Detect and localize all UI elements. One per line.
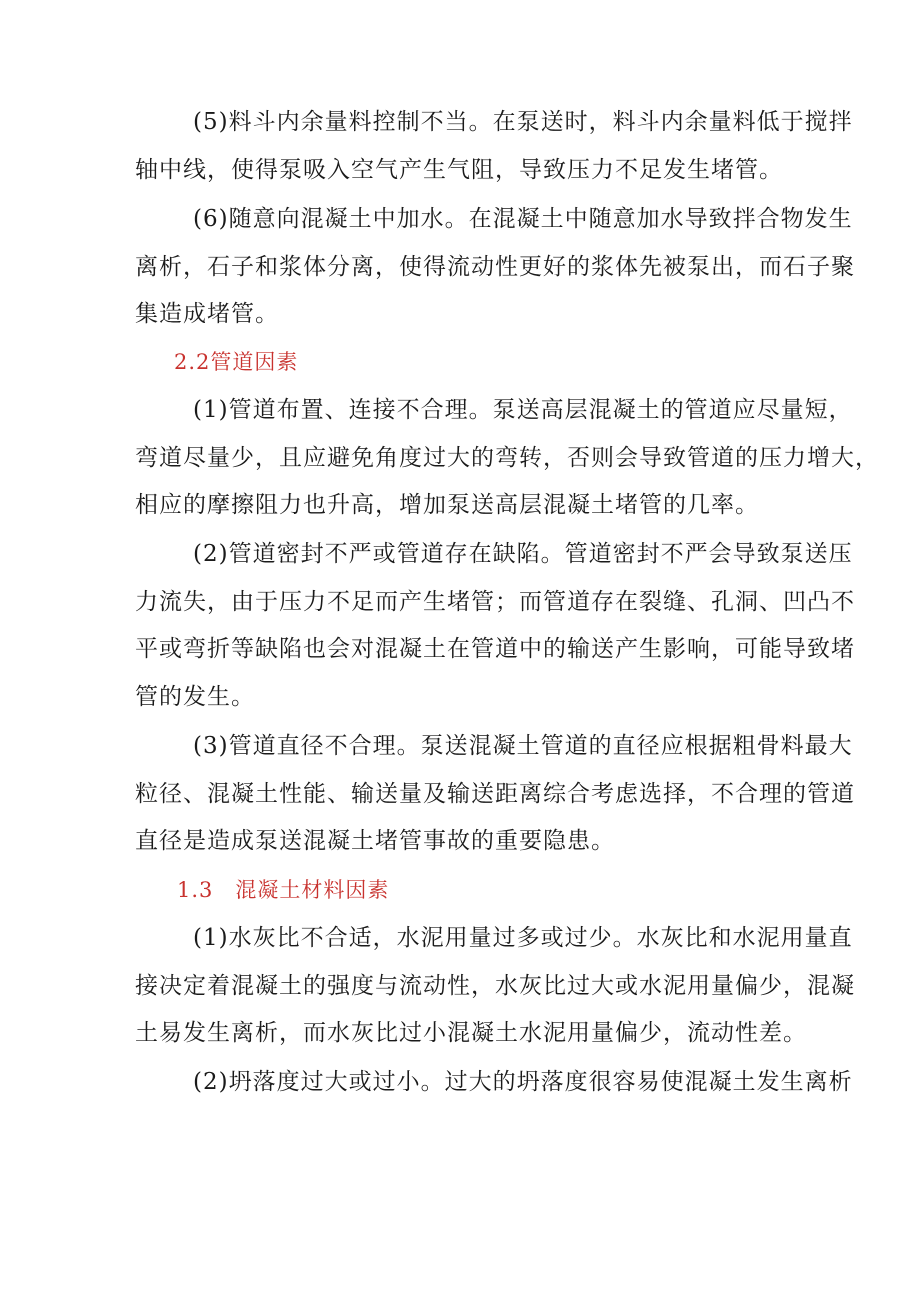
paragraph-pipe-seal	[0, 542, 920, 709]
text-line: (5)料斗内余量料控制不当。在泵送时，料斗内余量料低于搅拌	[193, 109, 853, 135]
text-line: 接决定着混凝土的强度与流动性，水灰比过大或水泥用量偏少，混凝	[135, 973, 855, 999]
paragraph-pump-hopper	[0, 110, 920, 182]
paragraph-water-cement-ratio	[0, 926, 920, 1045]
text-line: 管的发生。	[135, 684, 255, 710]
text-line: 离析，石子和浆体分离，使得流动性更好的浆体先被泵出，而石子聚	[135, 254, 855, 280]
text-line: 相应的摩擦阻力也升高，增加泵送高层混凝土堵管的几率。	[135, 492, 759, 518]
text-line: (6)随意向混凝土中加水。在混凝土中随意加水导致拌合物发生	[193, 206, 853, 232]
text-line: 土易发生离析，而水灰比过小混凝土水泥用量偏少，流动性差。	[135, 1020, 807, 1046]
text-line: (2)坍落度过大或过小。过大的坍落度很容易使混凝土发生离析	[193, 1069, 853, 1095]
paragraph-slump	[0, 1070, 920, 1094]
text-line: (1)水灰比不合适，水泥用量过多或过少。水灰比和水泥用量直	[193, 925, 853, 951]
text-line: 力流失，由于压力不足而产生堵管；而管道存在裂缝、孔洞、凹凸不	[135, 589, 855, 615]
text-line: (2)管道密封不严或管道存在缺陷。管道密封不严会导致泵送压	[193, 541, 853, 567]
text-line: 轴中线，使得泵吸入空气产生气阻，导致压力不足发生堵管。	[135, 157, 783, 183]
text-line: 集造成堵管。	[135, 301, 279, 327]
paragraph-adding-water	[0, 207, 920, 326]
text-line: (1)管道布置、连接不合理。泵送高层混凝土的管道应尽量短，	[193, 397, 853, 423]
text-line: 粒径、混凝土性能、输送量及输送距离综合考虑选择，不合理的管道	[135, 781, 855, 807]
section-heading: 2.2管道因素	[174, 350, 299, 374]
text-line: 直径是造成泵送混凝土堵管事故的重要隐患。	[135, 828, 615, 854]
text-line: (3)管道直径不合理。泵送混凝土管道的直径应根据粗骨料最大	[193, 733, 853, 759]
section-heading: 1.3 混凝土材料因素	[177, 878, 390, 902]
text-line: 平或弯折等缺陷也会对混凝土在管道中的输送产生影响，可能导致堵	[135, 636, 855, 662]
paragraph-pipe-layout	[0, 398, 920, 517]
section-heading-concrete-material	[0, 878, 920, 902]
text-line: 弯道尽量少，且应避免角度过大的弯转，否则会导致管道的压力增大，	[135, 445, 879, 471]
section-heading-pipe-factors	[0, 350, 920, 374]
paragraph-pipe-diameter	[0, 734, 920, 853]
